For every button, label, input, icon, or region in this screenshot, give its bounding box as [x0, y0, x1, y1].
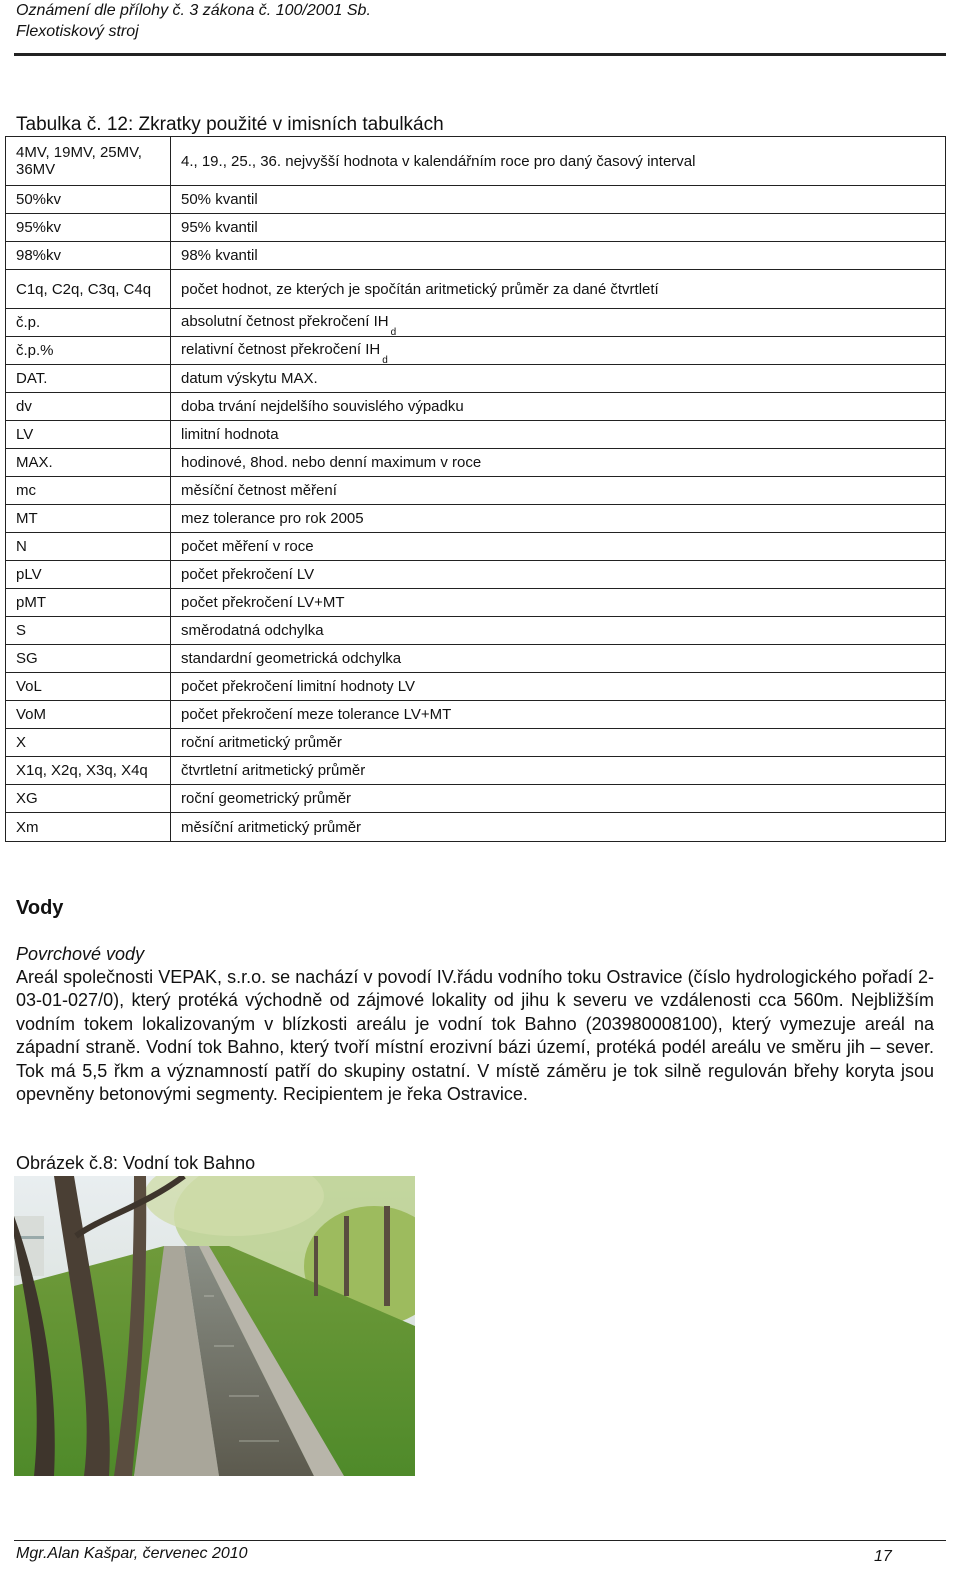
- header-divider: [14, 53, 946, 56]
- table-row: [6, 785, 946, 813]
- abbr-cell: VoL: [6, 673, 171, 701]
- table-caption: Tabulka č. 12: Zkratky použité v imisních tabulkách: [16, 114, 444, 135]
- table-row: [6, 309, 946, 337]
- body-paragraph: Areál společnosti VEPAK, s.r.o. se nachází v povodí IV.řádu vodního toku Ostravice (číslo hydrologického pořadí 2-03-01-027/0), který protéká východně od zájmové lokality od jihu k severu ve vzdálenosti cca 560m. Nejbližším vodním tokem lokalizovaným v blízkosti areálu je vodní tok Bahno (203980008100), který vymezuje areál na západní straně. Vodní tok Bahno, který tvoří místní erozivní bázi území, protéká podél areálu ve směru jih – sever. Tok má 5,5 řkm a významností patří do skupiny ostatní. V místě záměru je tok silně regulován břehy koryta jsou opevněny betonovými segmenty. Recipientem je řeka Ostravice.: [16, 967, 934, 1105]
- document-header: [16, 0, 371, 42]
- desc-cell: mez tolerance pro rok 2005: [171, 505, 946, 533]
- abbr-cell: C1q, C2q, C3q, C4q: [6, 270, 171, 309]
- abbr-cell: S: [6, 617, 171, 645]
- table-row: [6, 533, 946, 561]
- header-subtitle: Flexotiskový stroj: [16, 23, 139, 40]
- table-row: [6, 270, 946, 309]
- desc-cell: počet překročení meze tolerance LV+MT: [171, 701, 946, 729]
- desc-cell: datum výskytu MAX.: [171, 365, 946, 393]
- desc-cell: měsíční aritmetický průměr: [171, 813, 946, 842]
- table-row: [6, 645, 946, 673]
- desc-cell: počet překročení LV+MT: [171, 589, 946, 617]
- desc-cell: měsíční četnost měření: [171, 477, 946, 505]
- abbr-cell: MT: [6, 505, 171, 533]
- table-row: [6, 393, 946, 421]
- table-row: [6, 757, 946, 785]
- desc-cell: doba trvání nejdelšího souvislého výpadku: [171, 393, 946, 421]
- figure-caption: Obrázek č.8: Vodní tok Bahno: [16, 1153, 256, 1173]
- desc-cell: 95% kvantil: [171, 214, 946, 242]
- table-row: [6, 365, 946, 393]
- abbr-cell: X: [6, 729, 171, 757]
- desc-cell: relativní četnost překročení $IH_d$: [171, 337, 946, 365]
- abbr-cell: XG: [6, 785, 171, 813]
- abbr-cell: DAT.: [6, 365, 171, 393]
- table-row: [6, 701, 946, 729]
- desc-cell: 50% kvantil: [171, 186, 946, 214]
- desc-cell: 4., 19., 25., 36. nejvyšší hodnota v kalendářním roce pro daný časový interval: [171, 137, 946, 186]
- desc-cell: limitní hodnota: [171, 421, 946, 449]
- abbr-cell: 95%kv: [6, 214, 171, 242]
- desc-cell: počet měření v roce: [171, 533, 946, 561]
- desc-cell: čtvrtletní aritmetický průměr: [171, 757, 946, 785]
- footer-author: Mgr.Alan Kašpar, červenec 2010: [16, 1545, 248, 1562]
- abbr-cell: dv: [6, 393, 171, 421]
- table-row: [6, 617, 946, 645]
- abbr-cell: MAX.: [6, 449, 171, 477]
- footer-divider: [14, 1540, 946, 1541]
- abbr-cell: č.p.: [6, 309, 171, 337]
- abbr-cell: VoM: [6, 701, 171, 729]
- subscript: d: [382, 355, 388, 366]
- desc-cell: roční aritmetický průměr: [171, 729, 946, 757]
- abbr-cell: LV: [6, 421, 171, 449]
- abbr-cell: mc: [6, 477, 171, 505]
- table-row: [6, 137, 946, 186]
- abbr-cell: SG: [6, 645, 171, 673]
- desc-cell: roční geometrický průměr: [171, 785, 946, 813]
- desc-cell: standardní geometrická odchylka: [171, 645, 946, 673]
- page-number: 17: [874, 1548, 892, 1565]
- abbr-cell: pLV: [6, 561, 171, 589]
- table-row: [6, 242, 946, 270]
- desc-cell: hodinové, 8hod. nebo denní maximum v roce: [171, 449, 946, 477]
- section-subheading: Povrchové vody: [16, 944, 145, 964]
- table-row: [6, 673, 946, 701]
- abbr-cell: 50%kv: [6, 186, 171, 214]
- abbr-cell: Xm: [6, 813, 171, 842]
- table-row: [6, 561, 946, 589]
- table-row: [6, 477, 946, 505]
- desc-cell: 98% kvantil: [171, 242, 946, 270]
- desc-cell: směrodatná odchylka: [171, 617, 946, 645]
- desc-cell: počet překročení LV: [171, 561, 946, 589]
- header-title: Oznámení dle přílohy č. 3 zákona č. 100/2001 Sb.: [16, 2, 371, 19]
- table-row: [6, 421, 946, 449]
- abbr-cell: N: [6, 533, 171, 561]
- desc-cell: počet hodnot, ze kterých je spočítán aritmetický průměr za dané čtvrtletí: [171, 270, 946, 309]
- table-row: [6, 186, 946, 214]
- abbr-cell: X1q, X2q, X3q, X4q: [6, 757, 171, 785]
- table-row: [6, 214, 946, 242]
- abbreviations-table: [5, 136, 946, 842]
- table-row: [6, 589, 946, 617]
- abbr-cell: pMT: [6, 589, 171, 617]
- abbr-cell: č.p.%: [6, 337, 171, 365]
- subscript: d: [390, 327, 397, 338]
- desc-cell: absolutní četnost překročení $IH_d$: [171, 309, 946, 337]
- table-row: [6, 729, 946, 757]
- table-row: [6, 449, 946, 477]
- section-heading: Vody: [16, 897, 64, 919]
- abbr-cell: 4MV, 19MV, 25MV, 36MV: [6, 137, 171, 186]
- table-row: [6, 505, 946, 533]
- table-row: [6, 337, 946, 365]
- table-row: [6, 813, 946, 842]
- stream-photo: [14, 1176, 415, 1476]
- desc-cell: počet překročení limitní hodnoty LV: [171, 673, 946, 701]
- abbr-cell: 98%kv: [6, 242, 171, 270]
